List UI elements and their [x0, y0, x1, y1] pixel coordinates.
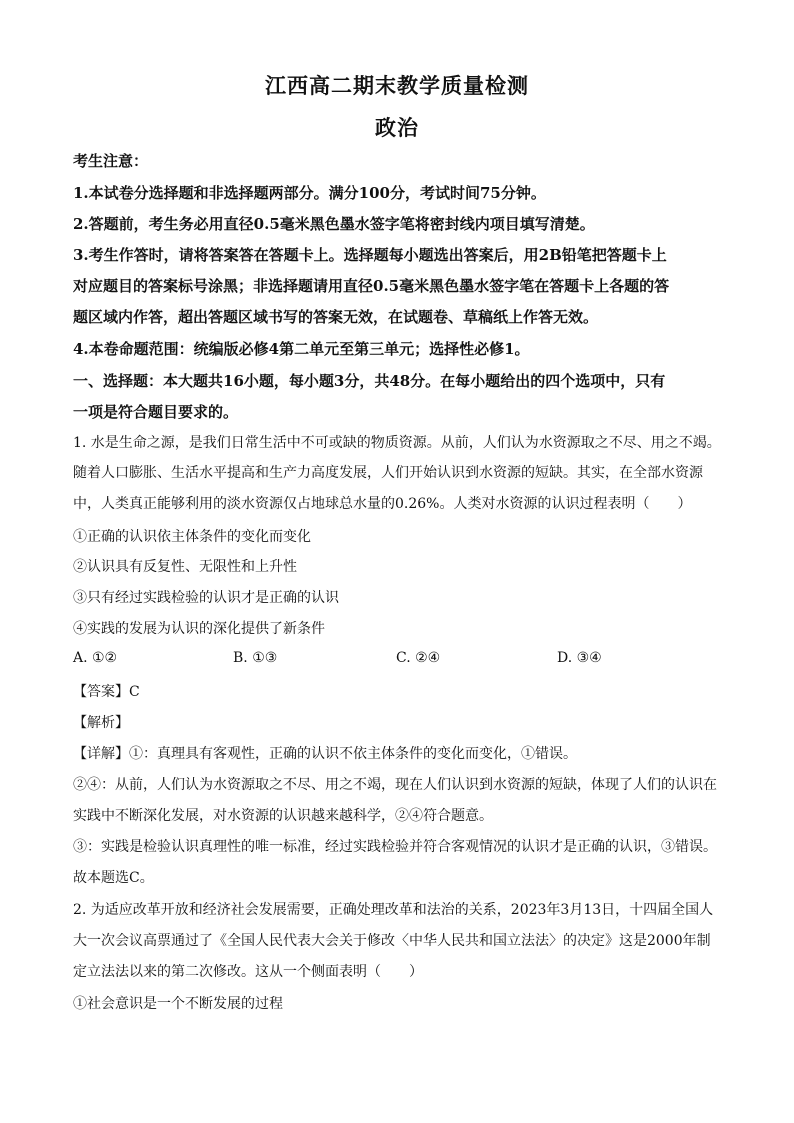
- statement: ④实践的发展为认识的深化提供了新条件: [73, 621, 325, 637]
- section-heading-cont: 一项是符合题目要求的。: [73, 403, 239, 421]
- question-stem: 大一次会议高票通过了《全国人民代表大会关于修改〈中华人民共和国立法法〉的决定》这是2000年制: [73, 933, 711, 949]
- analysis-label: 【解析】: [73, 715, 129, 731]
- statement: ①社会意识是一个不断发展的过程: [73, 996, 283, 1012]
- statement: ③只有经过实践检验的认识才是正确的认识: [73, 590, 339, 606]
- question-stem: 随着人口膨胀、生活水平提高和生产力高度发展，人们开始认识到水资源的短缺。其实，在全部水资源: [73, 465, 703, 481]
- question-stem: 中，人类真正能够利用的淡水资源仅占地球总水量的0.26%。人类对水资源的认识过程表明（ ）: [73, 496, 692, 512]
- question-stem: 2. 为适应改革开放和经济社会发展需要，正确处理改革和法治的关系，2023年3月13日，十四届全国人: [73, 902, 714, 918]
- option-c: C. ②④: [396, 650, 441, 666]
- notice-item: 2.答题前，考生务必用直径0.5毫米黑色墨水签字笔将密封线内项目填写清楚。: [73, 215, 595, 233]
- notice-item: 对应题目的答案标号涂黑；非选择题请用直径0.5毫米黑色墨水签字笔在答题卡上各题的答: [73, 277, 670, 295]
- question-stem: 定立法法以来的第二次修改。这从一个侧面表明（ ）: [73, 964, 423, 980]
- question-stem: 1. 水是生命之源，是我们日常生活中不可或缺的物质资源。从前，人们认为水资源取之不尽、用之不竭。: [73, 435, 721, 451]
- notice-item: 1.本试卷分选择题和非选择题两部分。满分100分，考试时间75分钟。: [73, 184, 546, 202]
- detail-line: 【详解】①：真理具有客观性，正确的认识不依主体条件的变化而变化，①错误。: [73, 746, 577, 762]
- option-b: B. ①③: [233, 650, 278, 666]
- answer: 【答案】C: [73, 684, 140, 700]
- option-d: D. ③④: [557, 650, 602, 666]
- statement: ①正确的认识依主体条件的变化而变化: [73, 529, 311, 545]
- notice-item: 4.本卷命题范围：统编版必修4第二单元至第三单元；选择性必修1。: [73, 340, 530, 358]
- detail-line: 实践中不断深化发展，对水资源的认识越来越科学，②④符合题意。: [73, 808, 493, 824]
- subject-title: 政治: [375, 115, 419, 140]
- detail-line: ③：实践是检验认识真理性的唯一标准，经过实践检验并符合客观情况的认识才是正确的认识，③错误。: [73, 839, 717, 855]
- exam-title: 江西高二期末教学质量检测: [265, 73, 529, 98]
- option-a: A. ①②: [73, 650, 118, 666]
- detail-line: 故本题选C。: [73, 870, 154, 886]
- detail-line: ②④：从前，人们认为水资源取之不尽、用之不竭，现在人们认识到水资源的短缺，体现了人们的认识在: [73, 777, 717, 793]
- statement: ②认识具有反复性、无限性和上升性: [73, 559, 297, 575]
- section-heading: 一、选择题：本大题共16小题，每小题3分，共48分。在每小题给出的四个选项中，只有: [73, 372, 666, 390]
- notice-item: 题区域内作答，超出答题区域书写的答案无效，在试题卷、草稿纸上作答无效。: [73, 308, 599, 326]
- notice-heading: 考生注意：: [73, 152, 149, 170]
- notice-item: 3.考生作答时，请将答案答在答题卡上。选择题每小题选出答案后，用2B铅笔把答题卡上: [73, 246, 667, 264]
